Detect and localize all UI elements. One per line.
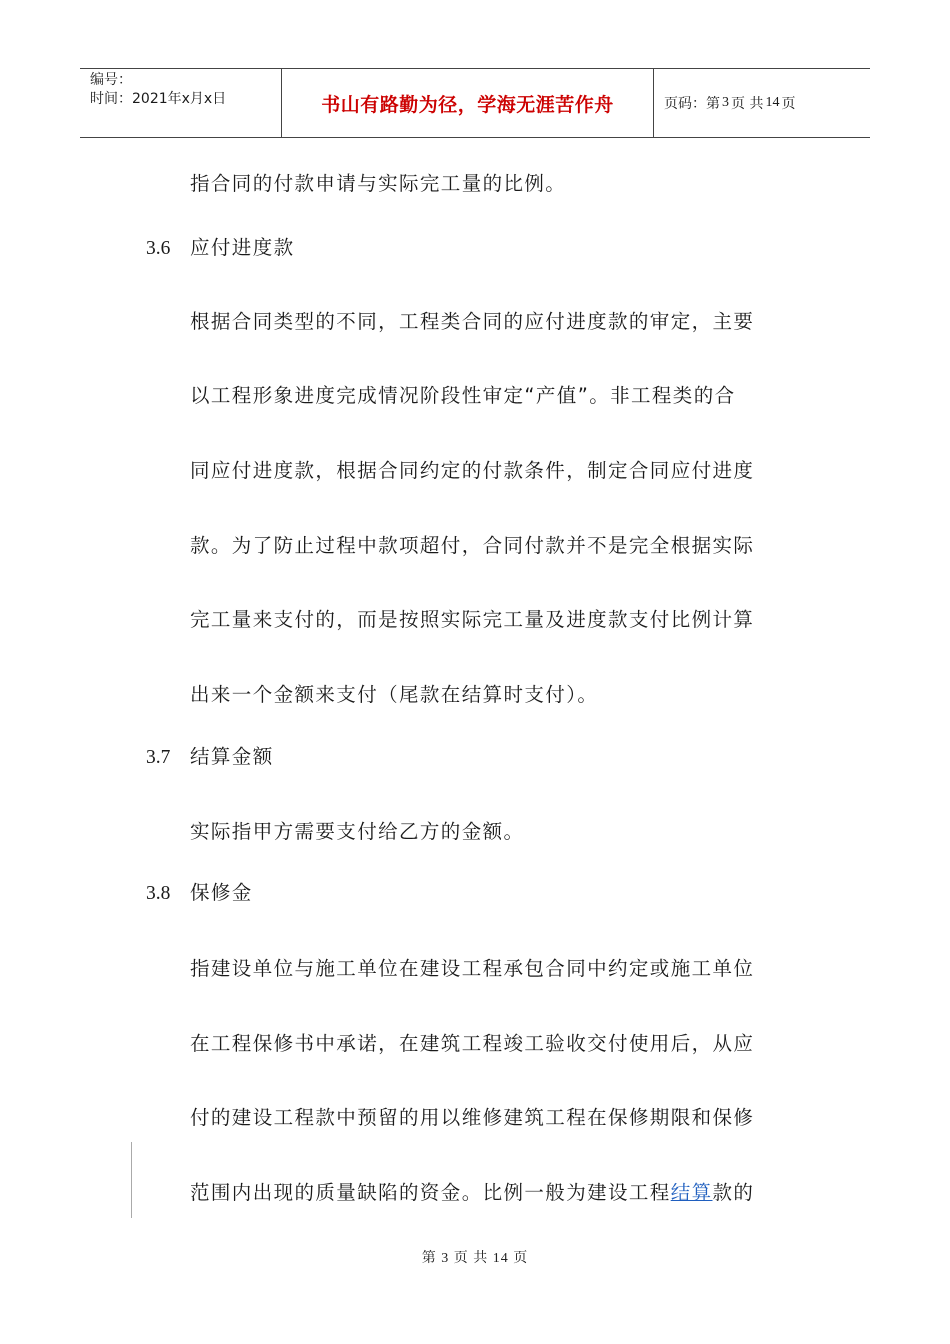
page-prefix: 页码：第 <box>664 96 720 112</box>
line-text: 范围内出现的质量缺陷的资金。比例一般为建设工程 <box>190 1181 671 1204</box>
section-title: 结算金额 <box>190 745 274 768</box>
page-indicator <box>654 69 870 137</box>
time-label: 时间：2021年x月x日 <box>90 91 227 107</box>
header-meta <box>80 69 282 137</box>
number-label: 编号： <box>90 72 132 88</box>
paragraph-line: 款。为了防止过程中款项超付，合同付款并不是完全根据实际 <box>190 534 755 557</box>
paragraph-line: 以工程形象进度完成情况阶段性审定“产值”。非工程类的合 <box>190 384 736 407</box>
section-number: 3.7 <box>146 747 171 768</box>
section-number: 3.6 <box>146 238 171 259</box>
line-text: 款的 <box>712 1181 755 1204</box>
page-total: 14 <box>765 95 780 110</box>
settlement-link[interactable]: 结算 <box>670 1181 713 1204</box>
paragraph-line: 指建设单位与施工单位在建设工程承包合同中约定或施工单位 <box>190 957 755 980</box>
section-title: 保修金 <box>190 881 253 904</box>
header-table <box>80 68 870 138</box>
paragraph-line: 出来一个金额来支付（尾款在结算时支付）。 <box>190 683 599 706</box>
section-title: 应付进度款 <box>190 236 295 259</box>
paragraph-line: 指合同的付款申请与实际完工量的比例。 <box>190 172 567 195</box>
section-number: 3.8 <box>146 883 171 904</box>
paragraph-line: 实际指甲方需要支付给乙方的金额。 <box>190 820 525 843</box>
paragraph-line <box>190 1181 754 1205</box>
page-footer: 第 3 页 共 14 页 <box>421 1251 529 1266</box>
paragraph-line: 付的建设工程款中预留的用以维修建筑工程在保修期限和保修 <box>190 1106 755 1129</box>
motto: 书山有路勤为径，学海无涯苦作舟 <box>282 69 654 137</box>
page-middle: 页 共 <box>731 96 764 112</box>
paragraph-line: 同应付进度款，根据合同约定的付款条件，制定合同应付进度 <box>190 459 755 482</box>
section-heading-3-7 <box>146 745 274 770</box>
page-suffix: 页 <box>781 96 796 112</box>
margin-bar <box>131 1142 132 1218</box>
section-heading-3-8 <box>146 881 253 906</box>
section-heading-3-6 <box>146 236 295 261</box>
paragraph-line: 在工程保修书中承诺，在建筑工程竣工验收交付使用后，从应 <box>190 1032 755 1055</box>
page-current: 3 <box>722 95 729 110</box>
paragraph-line: 完工量来支付的，而是按照实际完工量及进度款支付比例计算 <box>190 608 755 631</box>
paragraph-line: 根据合同类型的不同，工程类合同的应付进度款的审定，主要 <box>190 310 755 333</box>
